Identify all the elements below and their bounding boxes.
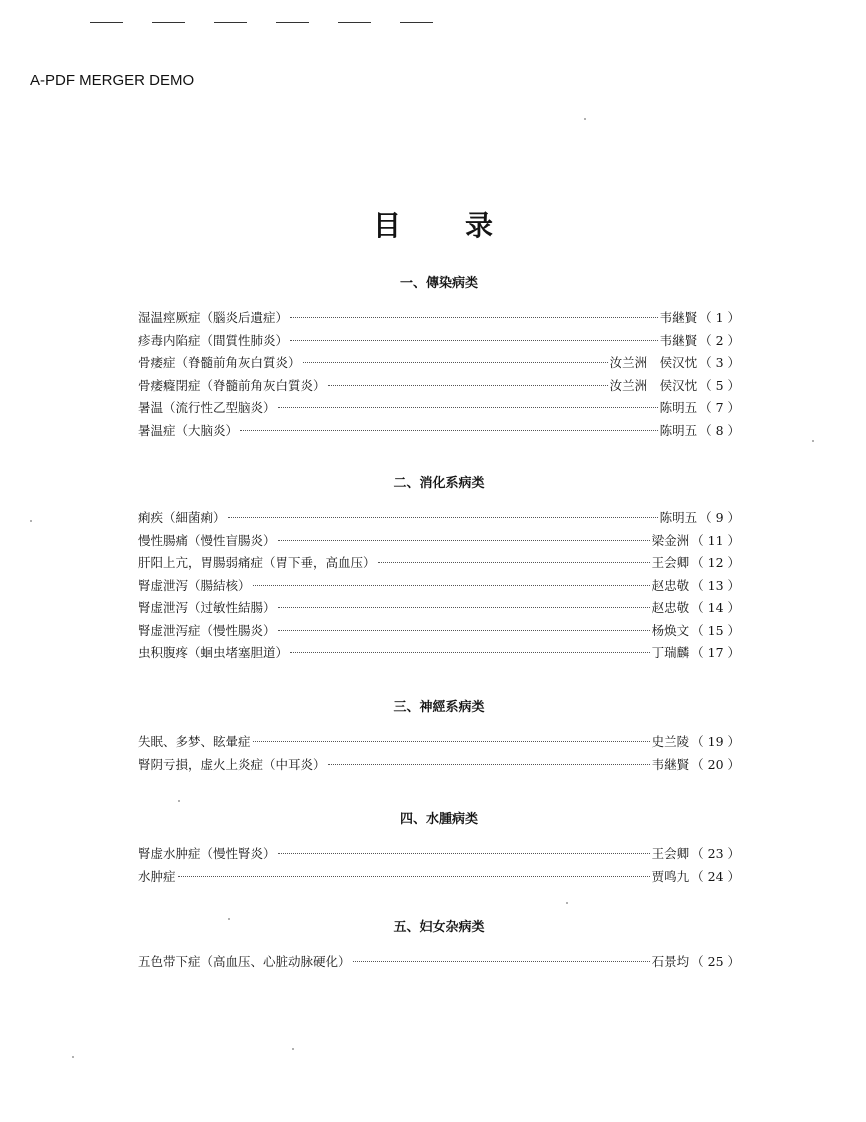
scan-speck [30,520,32,522]
dash [338,22,371,23]
entry-title: 水肿症 [138,868,176,884]
entry-title: 痢疾（細菌痢） [138,510,226,525]
toc-entry [138,508,740,528]
entry-title: 暑温症（大脑炎） [138,422,239,438]
toc-entry [138,867,740,887]
dot-leader [240,430,658,431]
toc-entry [138,598,740,618]
dot-leader [303,362,608,363]
section-heading: 二、消化系病类 [393,476,485,491]
toc-entry [138,732,740,752]
entry-author: 梁金洲 [651,532,690,548]
dot-leader [253,585,650,586]
entry-page-number: （ 2 ） [699,332,740,348]
dash [276,22,309,23]
dot-leader [253,741,650,742]
entry-page-number: （ 20 ） [691,756,740,772]
entry-author: 汝兰洲 侯汉忱 [609,355,698,370]
watermark-text: A-PDF MERGER DEMO [30,72,195,89]
dot-leader [328,764,650,765]
entry-author: 陈明五 [659,400,698,415]
entry-author: 史兰陵 [651,734,690,749]
dot-leader [378,562,650,563]
entry-title: 虫积腹疼（蛔虫堵塞胆道） [138,645,289,660]
dot-leader [278,607,650,608]
entry-author: 赵忠敬 [651,577,690,593]
entry-title: 腎虚泄泻症（慢性腸炎） [138,622,276,638]
entry-title: 腎阴亏損，虚火上炎症（中耳炎） [138,756,326,772]
entry-page-number: （ 17 ） [691,645,740,660]
entry-page-number: （ 15 ） [691,622,740,638]
section-heading: 五、妇女杂病类 [393,920,485,935]
entry-page-number: （ 19 ） [691,734,740,749]
scan-speck [72,1056,74,1058]
dash [214,22,247,23]
page-title: 目录 [372,209,557,242]
section-heading: 四、水腫病类 [399,812,478,827]
dot-leader [278,853,650,854]
entry-author: 石景均 [651,954,690,969]
toc-entry [138,376,740,396]
entry-page-number: （ 5 ） [699,377,740,393]
entry-page-number: （ 13 ） [691,577,740,593]
toc-entry [138,576,740,596]
entry-page-number: （ 11 ） [691,532,740,548]
entry-title: 暑温（流行性乙型脑炎） [138,400,276,415]
dash [152,22,185,23]
toc-entry [138,353,740,373]
dash [400,22,433,23]
entry-title: 骨痿癃閉症（脊髓前角灰白質炎） [138,377,326,393]
toc-entry [138,553,740,573]
toc-entry [138,331,740,351]
entry-title: 慢性腸痛（慢性盲腸炎） [138,532,276,548]
entry-title: 腎虚泄泻（过敏性結腸） [138,600,276,615]
dot-leader [290,652,650,653]
toc-entry [138,531,740,551]
entry-page-number: （ 12 ） [691,555,740,570]
dot-leader [290,317,658,318]
entry-author: 韦継賢 [659,332,698,348]
entry-author: 赵忠敬 [651,600,690,615]
toc-entry [138,421,740,441]
entry-page-number: （ 24 ） [691,868,740,884]
entry-page-number: （ 8 ） [699,422,740,438]
dot-leader [228,517,658,518]
entry-page-number: （ 23 ） [691,846,740,861]
toc-entry [138,643,740,663]
toc-entry [138,621,740,641]
dot-leader [328,385,608,386]
entry-title: 腎虚泄泻（腸結核） [138,577,251,593]
entry-title: 肝阳上亢，胃腸弱痛症（胃下垂，高血压） [138,555,376,570]
dot-leader [353,961,650,962]
entry-author: 汝兰洲 侯汉忱 [609,377,698,393]
entry-page-number: （ 3 ） [699,355,740,370]
dot-leader [278,540,650,541]
entry-title: 湿温痙厥症（腦炎后遺症） [138,310,289,325]
toc-entry [138,755,740,775]
toc-entry [138,398,740,418]
entry-author: 王会卿 [651,846,690,861]
entry-page-number: （ 25 ） [691,954,740,969]
scan-speck [812,440,814,442]
entry-page-number: （ 14 ） [691,600,740,615]
dash [90,22,123,23]
entry-page-number: （ 1 ） [699,310,740,325]
entry-author: 韦継賢 [659,310,698,325]
dot-leader [290,340,658,341]
dot-leader [178,876,650,877]
entry-title: 疹毒内陷症（間質性肺炎） [138,332,289,348]
scan-speck [584,118,586,120]
entry-title: 骨痿症（脊髓前角灰白質炎） [138,355,301,370]
entry-title: 失眠、多梦、眩暈症 [138,734,251,749]
entry-author: 韦継賢 [651,756,690,772]
entry-author: 王会卿 [651,555,690,570]
scan-speck [178,800,180,802]
entry-author: 陈明五 [659,510,698,525]
toc-entry [138,308,740,328]
section-heading: 一、傳染病类 [399,276,478,291]
entry-author: 陈明五 [659,422,698,438]
entry-author: 丁瑞麟 [651,645,690,660]
toc-entry [138,844,740,864]
entry-title: 腎虚水肿症（慢性腎炎） [138,846,276,861]
scan-speck [228,918,230,920]
section-heading: 三、神經系病类 [393,700,485,715]
scan-speck [566,902,568,904]
dot-leader [278,630,650,631]
entry-author: 贾鸣九 [651,868,690,884]
entry-page-number: （ 7 ） [699,400,740,415]
dot-leader [278,407,658,408]
toc-entry [138,952,740,972]
scan-speck [292,1048,294,1050]
entry-page-number: （ 9 ） [699,510,740,525]
entry-title: 五色带下症（高血压、心脏动脉硬化） [138,954,351,969]
entry-author: 杨焕文 [651,622,690,638]
